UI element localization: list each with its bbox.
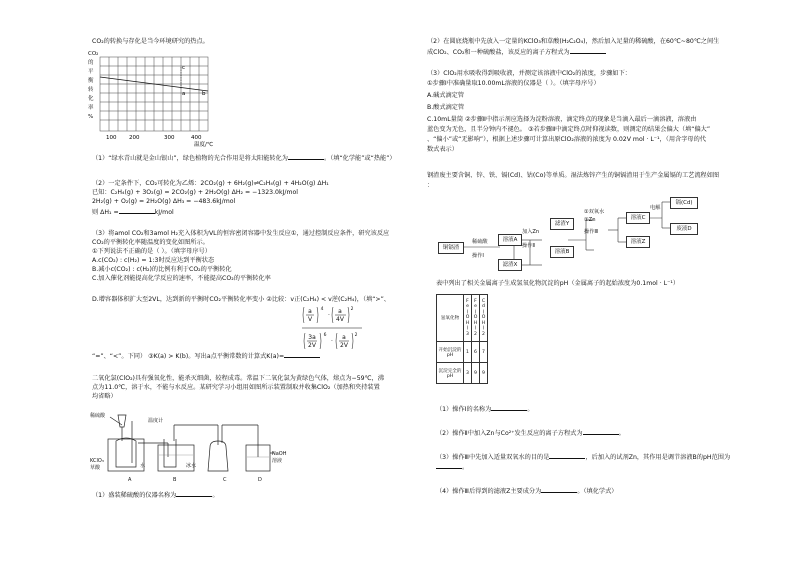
apparatus-diagram xyxy=(88,405,298,485)
q3-line-2: CO₂的平衡转化率随温度的变化如图所示。 xyxy=(92,239,209,246)
ylabel-char: 转 xyxy=(88,87,94,93)
cell-complete-head: 沉淀完全的pH xyxy=(437,363,464,384)
ylabel-char: % xyxy=(88,114,94,120)
r2-line-1: （2）在圆底烧瓶中先放入一定量的KClO₃和草酸(H₂C₂O₄)，然后加入足量的稀硫酸，在60℃~80℃之间生 xyxy=(427,38,720,45)
r3-line-7: 、“偏小”或“无影响”），根据上述步骤可计算出原ClO₂溶液的浓度为 0.02V mol · L⁻¹，（用含字母的代 xyxy=(427,136,706,143)
flow-waste-d: 废液D xyxy=(670,223,698,235)
letter-b: B xyxy=(173,477,177,483)
svg-text:3a: 3a xyxy=(308,334,316,341)
svg-text:a: a xyxy=(342,334,346,341)
cell-complete-fe2: 9 xyxy=(472,363,480,384)
q3-line-3: ①下列说法不正确的是（ ）。（填字母序号） xyxy=(92,248,211,255)
ylabel-char: 平 xyxy=(88,69,94,75)
svg-text:2: 2 xyxy=(350,307,354,312)
svg-text:V: V xyxy=(307,316,313,323)
svg-text:4: 4 xyxy=(320,307,324,312)
q1-text: （1）“绿水青山就是金山银山”，绿色植物的光合作用是将太阳能转化为 。（填“化学能”或“热能”） xyxy=(92,155,396,162)
intro-text: CO₂的转换与存化是当今环境研究的热点。 xyxy=(92,38,209,45)
r3-line-2: ①步骤Ⅰ中准确量取10.00mL溶液的仪器是（ ）。（填字母序号） xyxy=(427,80,600,87)
q2-line-2: 已知：C₂H₄(g) + 3O₂(g) = 2CO₂(g) + 2H₂O(g) ΔH₂ = −1323.0kJ/mol xyxy=(92,189,299,196)
svg-text:2V: 2V xyxy=(308,342,316,349)
cell-start-fe2: 6 xyxy=(472,342,480,363)
q3-option-a: A.c(CO₂) : c(H₂) = 1:3时反应达到平衡状态 xyxy=(92,257,215,264)
r4-line-2: ： xyxy=(427,182,434,189)
label-oxalic: 草酸 xyxy=(90,465,101,471)
r3-line-8: 数式表示） xyxy=(427,146,458,153)
q2-answer: 则 ΔH₁ = kJ/mol xyxy=(92,209,174,216)
q4-line-3: 均省略） xyxy=(92,393,117,400)
xtick-400: 400 xyxy=(191,135,202,141)
point-label-b: b xyxy=(202,91,206,97)
xtick-300: 300 xyxy=(164,135,175,141)
r3-line-1: （3）ClO₂用水吸收得到吸收液，并测定该溶液中ClO₂的浓度，步骤如下： xyxy=(427,70,631,77)
label-thermometer: 温度计 xyxy=(148,418,164,424)
r3-line-5: C.10mL量筒 ②步骤Ⅱ中指示剂应选择为淀粉溶液，滴定终点的现象是当滴入最后一滴溶液，溶液由 xyxy=(427,116,697,123)
flow-solution-b: 溶液B xyxy=(550,246,574,258)
ylabel-char: 衡 xyxy=(88,78,94,84)
flow-residue-y: 滤渣Y xyxy=(550,218,574,230)
flow-solution-a: 溶液A xyxy=(498,234,522,246)
r3-option-b: B.酸式滴定管 xyxy=(427,104,465,111)
q3-option-b: B.减小c(CO₂) : c(H₂)的比例有利于CO₂的平衡转化 xyxy=(92,266,232,273)
q4-line-1: 二氧化氯(ClO₂)具有强氧化性，能杀灭细菌，较程成毒。常温下二氧化氯为黄绿色气体，熔点为−59℃，沸 xyxy=(92,375,384,382)
flow-electrolysis: 电解 xyxy=(650,205,661,211)
cell-start-cd: 7 xyxy=(480,342,488,363)
svg-text:2: 2 xyxy=(354,333,358,338)
q2-line-1: （2）一定条件下，CO₂可转化为乙烯：2CO₂(g) + 6H₂(g)⇌C₂H₄(g) + 4H₂O(g) ΔH₁ xyxy=(92,180,329,187)
label-water: 水 xyxy=(140,463,146,469)
q3-option-d: D.增容器体积扩大至2VL，达到新的平衡时CO₂平衡转化率变小 ②比较：v正(C₂H₄) < v逆(C₂H₄)，（填“>”、 xyxy=(92,296,390,303)
r3-line-6: 蓝色变为无色，且半分钟内不褪色。 ③若步骤Ⅱ中滴定终点时仰视读数，则测定的结果会偏大（填“偏大” xyxy=(427,126,711,133)
flow-add-zn: 加入Zn xyxy=(522,229,540,235)
cell-start-head: 开始沉淀的pH xyxy=(437,342,464,363)
svg-text:6: 6 xyxy=(323,333,327,338)
svg-text:·: · xyxy=(328,312,330,319)
flow-cadmium: 镉(Cd) xyxy=(670,197,698,209)
flow-start-cd-residue: 铜镉渣 xyxy=(438,242,464,254)
rq3-line-1: （3）操作Ⅲ中先加入适量双氧水的目的是 ，后加入的试剂Zn，其作用是调节溶液B的pH范围为 xyxy=(436,454,731,461)
rq1-text: （1）操作Ⅰ的名称为 。 xyxy=(436,406,534,413)
table-caption: 表中列出了相关金属离子生成氢氧化物沉淀的pH（金属离子的起始浓度为0.1mol · L⁻¹） xyxy=(436,280,680,287)
table-row-complete xyxy=(437,363,488,384)
graph-grid xyxy=(100,57,208,131)
cell-complete-fe3: 3 xyxy=(464,363,472,384)
svg-text:2V: 2V xyxy=(340,342,348,349)
flow-op1-reagent: 稀硫酸 xyxy=(472,239,488,245)
q3-option-c: C.加入催化剂能提高化学反应的速率，不能提高CO₂的平衡转化率 xyxy=(92,275,271,282)
label-ice-water: 冰水 xyxy=(186,463,197,469)
flow-op2-label: 操作Ⅱ xyxy=(522,243,535,249)
point-label-c: c xyxy=(182,65,186,71)
svg-text:·: · xyxy=(331,338,333,345)
flow-peroxide: ①双氧水 xyxy=(584,209,605,215)
q2-line-3: 2H₂(g) + O₂(g) = 2H₂O(g) ΔH₃ = −483.6kJ/mol xyxy=(92,198,236,205)
cell-complete-cd: 9 xyxy=(480,363,488,384)
flow-residue-x: 滤渣X xyxy=(498,259,522,271)
ylabel-char: 化 xyxy=(88,96,94,102)
ylabel-char: CO₂ xyxy=(88,51,99,57)
q5-text: （1）盛装稀硫酸的仪器名称为 。 xyxy=(92,492,219,499)
flow-op3-label: 操作Ⅲ xyxy=(584,229,598,235)
letter-a: A xyxy=(128,477,132,483)
label-kclo3: KClO₃ xyxy=(90,458,104,464)
cell-feoh3: F e ( O H ) 3 xyxy=(464,295,472,342)
xtick-200: 200 xyxy=(129,135,140,141)
q4-line-2: 点为11.0℃，溶于水，不能与水反应。某研究学习小组用如图所示装置制取并收集ClO₂（加热和夹持装置 xyxy=(92,384,380,391)
ylabel-char: 率 xyxy=(88,105,94,111)
flow-zn: ②Zn xyxy=(584,217,596,223)
svg-text:a: a xyxy=(338,308,342,315)
label-dilute-acid: 稀硫酸 xyxy=(90,413,106,419)
flow-op1-label: 操作Ⅰ xyxy=(472,253,484,259)
table-row-hydroxide xyxy=(437,295,488,342)
cell-hydroxide-head: 氢氧化物 xyxy=(437,295,464,342)
graph-xlabel: 温度/℃ xyxy=(194,142,214,147)
graph-ylabel xyxy=(88,51,98,120)
label-solution: 溶液 xyxy=(272,458,283,464)
cell-feoh2: F e ( O H ) 2 xyxy=(472,295,480,342)
q3-last-line: “=”、“<”。下同） ③K(a) > K(b)。写出a点平衡常数的计算式K(a)= xyxy=(92,351,320,361)
ph-table xyxy=(436,294,488,384)
kc-formula xyxy=(300,305,390,357)
label-naoh: NaOH xyxy=(272,451,287,457)
q3-line-1: （3）将amol CO₂和3amol H₂充入体积为VL的恒容密闭容器中发生反应①，通过控制反应条件，研究该反应 xyxy=(92,230,390,237)
conversion-graph xyxy=(86,47,236,147)
rq3-line-2: 。 xyxy=(436,462,468,472)
svg-text:a: a xyxy=(308,308,312,315)
r4-line-1: 钢渣废主要含铜、锌、铁、镉(Cd)、钴(Co)等单质。湿法炼锌产生的铜镉渣用于生产金属镉的工艺流程如图 xyxy=(427,172,720,179)
xtick-100: 100 xyxy=(106,135,117,141)
letter-c: C xyxy=(223,477,227,483)
rq2-text: （2）操作Ⅱ中加入Zn与Co²⁺发生反应的离子方程式为 。 xyxy=(436,430,625,437)
r2-line-2: 成ClO₂、CO₂和一种硫酸盐，该反应的离子方程式为 xyxy=(427,47,606,57)
svg-text:4V: 4V xyxy=(336,316,344,323)
ylabel-char: 的 xyxy=(88,60,94,66)
table-row-start xyxy=(437,342,488,363)
r3-option-a: A.碱式滴定管 xyxy=(427,92,465,99)
flow-solution-z: 溶液Z xyxy=(626,236,650,248)
cell-cdoh2: C d ( O H ) 2 xyxy=(480,295,488,342)
letter-d: D xyxy=(258,477,262,483)
flow-solution-c: 溶液C xyxy=(626,212,650,224)
cell-start-fe3: 1 xyxy=(464,342,472,363)
rq4-text: （4）操作Ⅲ后得到的滤液Z主要成分为 。（填化学式） xyxy=(436,488,618,495)
point-label-a: a xyxy=(182,91,186,97)
